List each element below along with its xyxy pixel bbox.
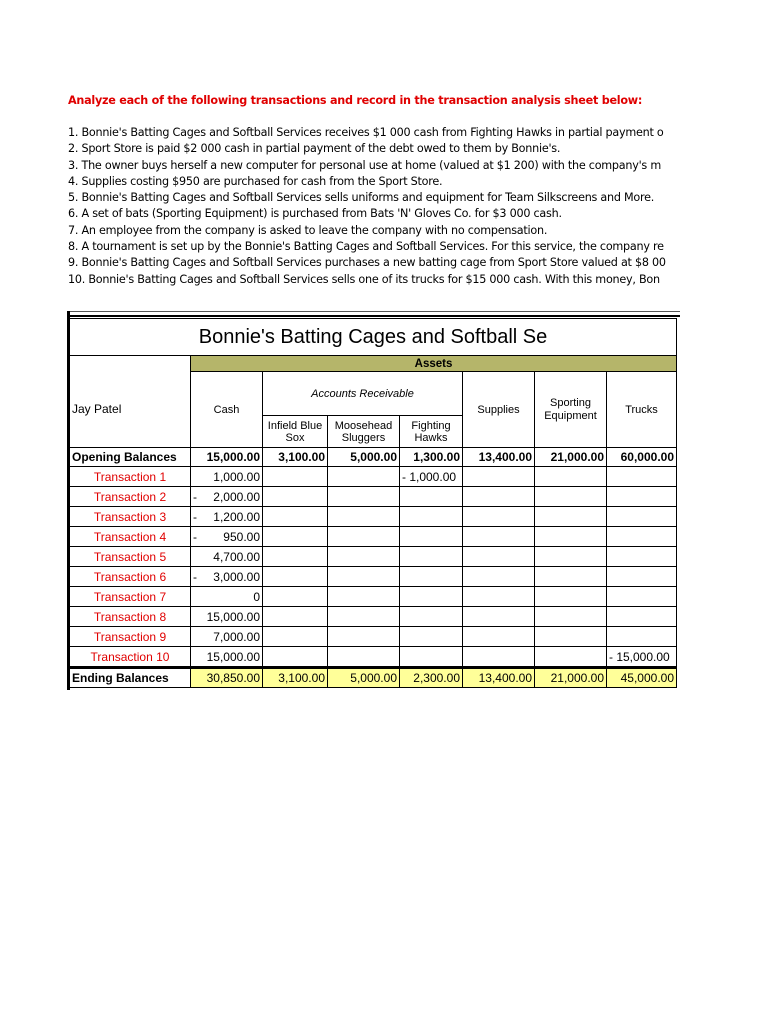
trucks-cell[interactable] [607,507,677,527]
table-row [70,507,677,527]
instruction-item: 10. Bonnie's Batting Cages and Softball Services sells one of its trucks for $15 000 cash. With this money, Bon [68,272,660,286]
fighting-cell[interactable] [400,507,463,527]
header-supplies: Supplies [463,372,535,448]
fighting-cell[interactable] [400,647,463,668]
fighting-cell[interactable] [400,547,463,567]
trucks-cell[interactable] [607,527,677,547]
trucks-cell[interactable] [607,587,677,607]
student-name[interactable]: Jay Patel [70,372,191,448]
instruction-item: 1. Bonnie's Batting Cages and Softball Services receives $1 000 cash from Fighting Hawks in partial payment o [68,126,664,139]
transaction-label: Transaction 3 [70,507,191,527]
opening-balances-label: Opening Balances [70,448,191,467]
transaction-label: Transaction 6 [70,567,191,587]
trucks-cell[interactable] [607,487,677,507]
opening-infield[interactable]: 3,100.00 [263,448,328,467]
instruction-item: 6. A set of bats (Sporting Equipment) is purchased from Bats 'N' Gloves Co. for $3 000 cash. [68,207,562,221]
transaction-label: Transaction 2 [70,487,191,507]
cash-cell[interactable]: 7,000.00 [191,627,263,647]
cash-cell[interactable]: 15,000.00 [191,607,263,627]
fighting-cell[interactable] [400,627,463,647]
instruction-item: 7. An employee from the company is asked to leave the company with no compensation. [68,223,548,237]
ending-supplies[interactable]: 13,400.00 [463,668,535,688]
trucks-cell[interactable]: - 15,000.00 [607,647,677,668]
ending-trucks[interactable]: 45,000.00 [607,668,677,688]
instructions-heading: Analyze each of the following transactions and record in the transaction analysis sheet below: [68,94,643,107]
instruction-item: 5. Bonnie's Batting Cages and Softball Services sells uniforms and equipment for Team Silkscreens and More. [68,191,655,205]
trucks-cell[interactable] [607,467,677,487]
transaction-label: Transaction 7 [70,587,191,607]
trucks-cell[interactable] [607,547,677,567]
table-row [70,647,677,668]
instruction-item: 9. Bonnie's Batting Cages and Softball Services purchases a new batting cage from Sport Store valued at $8 00 [68,256,666,270]
instruction-item: 8. A tournament is set up by the Bonnie's Batting Cages and Softball Services. For this service, the company re [68,240,664,254]
table-row [70,487,677,507]
fighting-cell[interactable] [400,567,463,587]
cash-cell[interactable]: 15,000.00 [191,647,263,668]
cash-cell[interactable]: - 950.00 [191,527,263,547]
opening-trucks[interactable]: 60,000.00 [607,448,677,467]
transaction-label: Transaction 4 [70,527,191,547]
opening-fighting[interactable]: 1,300.00 [400,448,463,467]
transaction-label: Transaction 8 [70,607,191,627]
opening-moosehead[interactable]: 5,000.00 [328,448,400,467]
header-accounts-receivable: Accounts Receivable [263,372,463,416]
assets-header: Assets [191,356,677,372]
fighting-cell[interactable] [400,607,463,627]
transaction-label: Transaction 1 [70,467,191,487]
ending-fighting[interactable]: 2,300.00 [400,668,463,688]
table-row [70,567,677,587]
sheet-title: Bonnie's Batting Cages and Softball Se [70,319,677,356]
header-moosehead-sluggers: Moosehead Sluggers [328,416,400,448]
fighting-cell[interactable] [400,527,463,547]
ending-infield[interactable]: 3,100.00 [263,668,328,688]
cash-cell[interactable]: - 2,000.00 [191,487,263,507]
trucks-cell[interactable] [607,627,677,647]
fighting-cell[interactable] [400,587,463,607]
table-row [70,627,677,647]
transaction-label: Transaction 10 [70,647,191,668]
cash-cell[interactable]: 1,000.00 [191,467,263,487]
instruction-item: 4. Supplies costing $950 are purchased for cash from the Sport Store. [68,174,443,188]
opening-supplies[interactable]: 13,400.00 [463,448,535,467]
ending-sporting[interactable]: 21,000.00 [535,668,607,688]
header-sporting-equipment: Sporting Equipment [535,372,607,448]
header-cash: Cash [191,372,263,448]
ending-moosehead[interactable]: 5,000.00 [328,668,400,688]
fighting-cell[interactable] [400,487,463,507]
opening-cash[interactable]: 15,000.00 [191,448,263,467]
header-fighting-hawks: Fighting Hawks [400,416,463,448]
ending-cash[interactable]: 30,850.00 [191,668,263,688]
trucks-cell[interactable] [607,607,677,627]
cash-cell[interactable]: - 1,200.00 [191,507,263,527]
table-row [70,547,677,567]
cash-cell[interactable]: 4,700.00 [191,547,263,567]
header-trucks: Trucks [607,372,677,448]
instructions [68,93,768,288]
transaction-analysis-table [69,318,677,688]
instruction-item: 2. Sport Store is paid $2 000 cash in partial payment of the debt owed to them by Bonnie's. [68,142,561,156]
cash-cell[interactable]: 0 [191,587,263,607]
ending-balances-label: Ending Balances [70,668,191,688]
table-row [70,587,677,607]
opening-sporting[interactable]: 21,000.00 [535,448,607,467]
table-row [70,467,677,487]
cash-cell[interactable]: - 3,000.00 [191,567,263,587]
instruction-item: 3. The owner buys herself a new computer for personal use at home (valued at $1 200) with the company's m [68,158,661,172]
trucks-cell[interactable] [607,567,677,587]
transaction-label: Transaction 9 [70,627,191,647]
header-infield-blue-sox: Infield Blue Sox [263,416,328,448]
fighting-cell[interactable]: - 1,000.00 [400,467,463,487]
transaction-label: Transaction 5 [70,547,191,567]
table-row [70,607,677,627]
table-row [70,527,677,547]
